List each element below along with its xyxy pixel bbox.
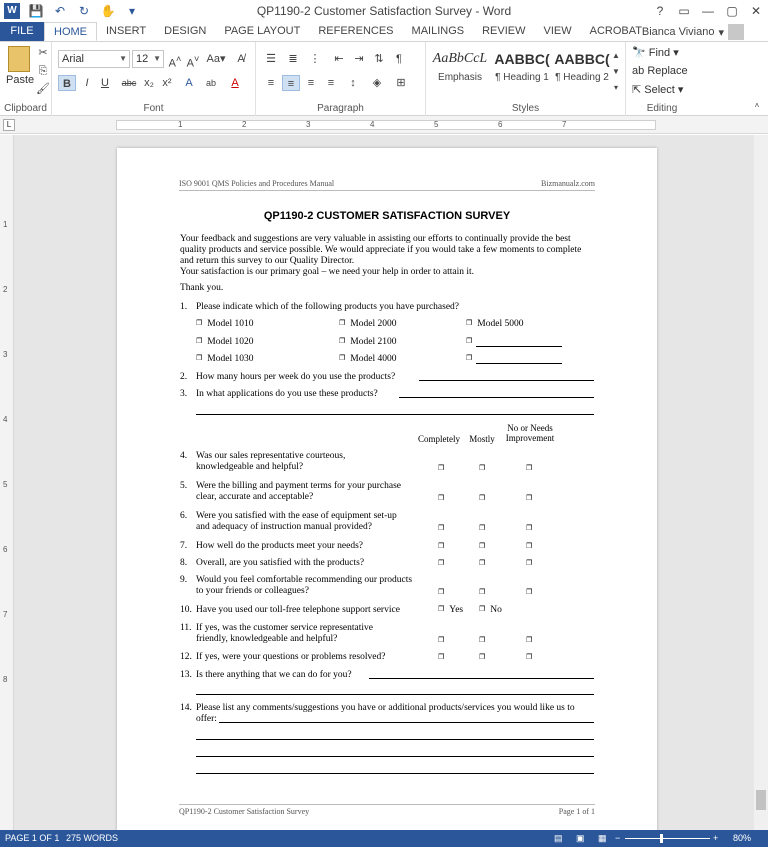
checkbox-yes[interactable]: ❐ Yes	[438, 605, 463, 616]
zoom-slider-thumb[interactable]	[660, 834, 663, 843]
ruler-mark: 4	[3, 415, 8, 424]
clipboard-label: Clipboard	[4, 103, 47, 114]
underline-icon[interactable]: U	[101, 77, 109, 89]
question-6	[196, 511, 397, 533]
bullets-icon[interactable]: ☰	[266, 53, 276, 65]
header-left: ISO 9001 QMS Policies and Procedures Manual	[179, 179, 335, 188]
paste-icon[interactable]	[8, 46, 30, 72]
checkbox-no-needs[interactable]: ❐	[526, 653, 533, 661]
customize-qat-icon[interactable]: ▾	[128, 4, 136, 18]
maximize-button[interactable]: ▢	[726, 4, 738, 18]
ruler-bar[interactable]	[116, 120, 656, 130]
ruler-mark: 4	[370, 120, 375, 129]
checkbox-no-needs[interactable]: ❐	[526, 524, 533, 532]
checkbox-no-needs[interactable]: ❐	[526, 464, 533, 472]
question-11-line1: If yes, was the customer service representative	[196, 623, 373, 633]
question-14-line1: Please list any comments/suggestions you have or additional products/services you would like us to	[196, 703, 575, 713]
question-6-line2: and adequacy of instruction manual provided?	[196, 522, 372, 532]
answer-line[interactable]	[196, 756, 594, 757]
select-label: Select	[644, 84, 675, 96]
ruler-mark: 2	[3, 285, 8, 294]
copy-icon[interactable]: ⎘	[38, 65, 48, 77]
tab-home[interactable]: HOME	[44, 22, 97, 41]
tab-view[interactable]: VIEW	[543, 25, 572, 37]
question-14-line2: offer:	[196, 714, 217, 724]
checkbox-no-needs[interactable]: ❐	[526, 542, 533, 550]
question-8: Overall, are you satisfied with the products?	[196, 558, 365, 568]
zoom-slider[interactable]	[625, 838, 710, 839]
question-number: 6.	[180, 511, 188, 521]
answer-line[interactable]	[369, 678, 594, 679]
ruler-mark: 5	[3, 480, 8, 489]
sort-icon[interactable]: ⇅	[374, 53, 384, 65]
web-layout-icon[interactable]: ▦	[598, 833, 607, 843]
ruler-mark: 8	[3, 675, 8, 684]
strikethrough-icon[interactable]: abc	[121, 78, 137, 88]
ruler-mark: 5	[434, 120, 439, 129]
font-size-field[interactable]	[132, 50, 164, 68]
redo-icon[interactable]: ↻	[78, 4, 90, 18]
tab-page-layout[interactable]: PAGE LAYOUT	[224, 25, 301, 37]
ribbon-display-button[interactable]: ▭	[678, 4, 690, 18]
cut-icon[interactable]: ✂	[38, 47, 48, 59]
undo-icon[interactable]: ↶	[54, 4, 66, 18]
question-12: If yes, were your questions or problems resolved?	[196, 652, 386, 662]
binoculars-icon: 🔭	[632, 47, 646, 59]
question-number: 13.	[180, 670, 192, 680]
window-title: QP1190-2 Customer Satisfaction Survey - Word	[256, 4, 512, 18]
replace-label: Replace	[647, 65, 688, 77]
close-button[interactable]: ✕	[750, 4, 762, 18]
tab-review[interactable]: REVIEW	[482, 25, 526, 37]
chevron-down-icon[interactable]: ▾	[718, 26, 724, 39]
question-5	[196, 481, 401, 503]
checkbox-mostly[interactable]: ❐	[479, 559, 486, 567]
question-11-line2: friendly, knowledgeable and helpful?	[196, 634, 338, 644]
styles-more-icon[interactable]: ▾	[613, 83, 618, 92]
ruler-mark: 7	[3, 610, 8, 619]
column-mostly: Mostly	[469, 434, 495, 444]
answer-line[interactable]	[196, 694, 594, 695]
borders-icon[interactable]: ⊞	[396, 77, 406, 89]
ruler-mark: 6	[3, 545, 8, 554]
style-heading-1[interactable]	[492, 46, 552, 94]
question-5-line1: Were the billing and payment terms for your purchase	[196, 481, 402, 491]
answer-line[interactable]	[419, 380, 594, 381]
style-name: ¶ Heading 2	[555, 72, 609, 83]
question-10: Have you used our toll-free telephone support service	[196, 605, 400, 615]
window-controls	[648, 0, 768, 22]
touch-mode-icon[interactable]: ✋	[100, 4, 116, 18]
italic-icon[interactable]: I	[85, 77, 89, 89]
show-marks-icon[interactable]: ¶	[396, 53, 402, 65]
style-name: Emphasis	[438, 72, 482, 83]
question-9	[196, 575, 412, 597]
change-case-icon[interactable]: Aa▾	[206, 53, 226, 65]
checkbox-mostly[interactable]: ❐	[479, 542, 486, 550]
tab-mailings[interactable]: MAILINGS	[411, 25, 465, 37]
checkbox-completely[interactable]: ❐	[438, 494, 445, 502]
ruler-mark: 3	[3, 350, 8, 359]
cursor-icon: ⇱	[632, 84, 642, 96]
question-13: Is there anything that we can do for you?	[196, 670, 352, 680]
increase-indent-icon[interactable]: ⇥	[354, 53, 364, 65]
question-number: 9.	[180, 575, 188, 585]
header-right: Bizmanualz.com	[541, 179, 595, 188]
other-model-line[interactable]	[476, 346, 562, 347]
checkbox-mostly[interactable]: ❐	[479, 588, 486, 596]
question-number: 12.	[180, 652, 192, 662]
word-count[interactable]: 275 WORDS	[66, 833, 119, 843]
vertical-scrollbar[interactable]	[754, 135, 768, 830]
checkbox-completely[interactable]: ❐	[438, 636, 445, 644]
question-7: How well do the products meet your needs?	[196, 541, 363, 551]
paste-button[interactable]: Paste	[6, 74, 35, 86]
footer-left: QP1190-2 Customer Satisfaction Survey	[179, 807, 310, 816]
page-count[interactable]: PAGE 1 OF 1	[5, 833, 60, 843]
checkbox-mostly[interactable]: ❐	[479, 494, 486, 502]
font-color-icon[interactable]: A	[231, 77, 239, 89]
find-button[interactable]: 🔭 Find ▾	[632, 47, 679, 59]
checkbox-no-needs[interactable]: ❐	[526, 636, 533, 644]
page-header	[179, 179, 595, 191]
question-number: 14.	[180, 703, 192, 713]
styles-group	[426, 42, 626, 116]
checkbox-model-4000[interactable]: ❐ Model 4000	[339, 354, 396, 365]
tab-design[interactable]: DESIGN	[164, 25, 207, 37]
answer-line[interactable]	[196, 414, 594, 415]
checkbox-no-needs[interactable]: ❐	[526, 494, 533, 502]
page-footer	[179, 804, 595, 816]
checkbox-no-needs[interactable]: ❐	[526, 559, 533, 567]
paragraph-group	[256, 42, 426, 116]
checkbox-completely[interactable]: ❐	[438, 524, 445, 532]
intro-paragraph	[180, 234, 590, 278]
checkbox-no-needs[interactable]: ❐	[526, 588, 533, 596]
question-number: 11.	[180, 623, 192, 633]
align-center-icon[interactable]: ≡	[282, 75, 300, 91]
numbering-icon[interactable]: ≣	[288, 53, 298, 65]
paragraph-label: Paragraph	[317, 103, 364, 114]
checkbox-model-5000[interactable]: ❐ Model 5000	[466, 319, 523, 330]
user-name[interactable]: Bianca Viviano	[641, 26, 715, 38]
superscript-icon[interactable]: x²	[162, 77, 172, 89]
checkbox-completely[interactable]: ❐	[438, 542, 445, 550]
checkbox-mostly[interactable]: ❐	[479, 464, 486, 472]
thanks-text: Thank you.	[180, 283, 224, 293]
editing-group	[626, 42, 698, 116]
styles-scroll-up-icon[interactable]: ▲	[612, 51, 620, 60]
checkbox-no[interactable]: ❐ No	[479, 605, 502, 616]
ruler-mark: 3	[306, 120, 311, 129]
ribbon-tabs	[0, 22, 768, 42]
ruler-mark: 1	[3, 220, 8, 229]
user-account[interactable]	[642, 24, 744, 40]
status-bar	[0, 830, 768, 847]
title-bar	[0, 0, 768, 22]
replace-button[interactable]	[632, 65, 688, 77]
editing-label: Editing	[646, 103, 678, 114]
question-4-line2: knowledgeable and helpful?	[196, 462, 304, 472]
save-icon[interactable]: 💾	[28, 4, 44, 18]
font-name-field[interactable]	[58, 50, 130, 68]
column-no-needs	[500, 423, 560, 443]
tab-insert[interactable]: INSERT	[106, 25, 147, 37]
checkbox-completely[interactable]: ❐	[438, 559, 445, 567]
line-spacing-icon[interactable]: ↕	[350, 77, 356, 89]
column-no-needs-line1: No or Needs	[507, 423, 553, 433]
question-1: Please indicate which of the following products you have purchased?	[196, 302, 460, 312]
replace-icon: ab	[632, 65, 645, 77]
footer-right: Page 1 of 1	[558, 807, 595, 816]
checkbox-completely[interactable]: ❐	[438, 588, 445, 596]
intro-text-2: Your satisfaction is our primary goal – we need your help in order to attain it.	[180, 267, 474, 277]
document-title: QP1190-2 CUSTOMER SATISFACTION SURVEY	[263, 210, 511, 222]
style-emphasis[interactable]	[430, 46, 490, 94]
print-layout-icon[interactable]: ▣	[576, 833, 585, 843]
question-9-line1: Would you feel comfortable recommending our products	[196, 575, 413, 585]
font-size-value: 12	[136, 53, 149, 65]
highlight-icon[interactable]: ab	[205, 78, 216, 88]
justify-icon[interactable]: ≡	[327, 77, 335, 89]
read-mode-icon[interactable]: ▤	[554, 833, 563, 843]
help-button[interactable]: ?	[656, 4, 664, 18]
format-painter-icon[interactable]: 🖌	[36, 83, 50, 95]
align-left-icon[interactable]: ≡	[267, 77, 275, 89]
scrollbar-thumb[interactable]	[756, 790, 766, 810]
shading-icon[interactable]: ◈	[372, 77, 382, 89]
vertical-ruler[interactable]	[0, 135, 14, 830]
clear-formatting-icon[interactable]: A̸	[237, 53, 245, 65]
question-number: 10.	[180, 605, 192, 615]
select-button[interactable]: ⇱ Select ▾	[632, 84, 684, 96]
align-right-icon[interactable]: ≡	[307, 77, 315, 89]
chevron-down-icon: ▼	[153, 54, 161, 63]
grow-font-icon[interactable]: A˄	[168, 54, 182, 70]
column-no-needs-line2: Improvement	[505, 433, 555, 443]
checkbox-model-2100[interactable]: ❐ Model 2100	[339, 337, 396, 348]
question-4-line1: Was our sales representative courteous,	[196, 451, 346, 461]
style-heading-2[interactable]	[552, 46, 612, 94]
question-6-line1: Were you satisfied with the ease of equipment set-up	[196, 511, 397, 521]
question-3: In what applications do you use these products?	[196, 389, 378, 399]
tab-file[interactable]: FILE	[0, 22, 44, 41]
style-name: ¶ Heading 1	[495, 72, 549, 83]
ruler-mark: 7	[562, 120, 567, 129]
find-label: Find	[648, 47, 671, 59]
ribbon-home	[0, 42, 768, 116]
checkbox-mostly[interactable]: ❐	[479, 636, 486, 644]
question-number: 7.	[180, 541, 188, 551]
question-5-line2: clear, accurate and acceptable?	[196, 492, 314, 502]
intro-text: Your feedback and suggestions are very valuable in assisting our efforts to continually provide the best quality products and service possible. We would appreciate if you would take a few moments to complete and return this survey to our Quality Director.	[180, 234, 582, 266]
decrease-indent-icon[interactable]: ⇤	[334, 53, 344, 65]
checkbox-model-1010[interactable]: ❐ Model 1010	[196, 319, 253, 330]
question-number: 4.	[180, 451, 188, 461]
question-number: 8.	[180, 558, 188, 568]
answer-line[interactable]	[196, 739, 594, 740]
multilevel-list-icon[interactable]: ⋮	[309, 53, 321, 65]
zoom-level[interactable]: 80%	[733, 833, 752, 843]
ruler-mark: 6	[498, 120, 503, 129]
shrink-font-icon[interactable]: A˅	[186, 54, 200, 70]
font-group	[52, 42, 256, 116]
question-number: 5.	[180, 481, 188, 491]
other-model-line[interactable]	[476, 363, 562, 364]
checkbox-model-1020[interactable]: ❐ Model 1020	[196, 337, 253, 348]
clipboard-group	[0, 42, 52, 116]
style-preview: AABBC(	[494, 51, 550, 67]
styles-label: Styles	[511, 103, 540, 114]
checkbox-model-2000[interactable]: ❐ Model 2000	[339, 319, 396, 330]
question-4	[196, 451, 345, 473]
question-number: 1.	[180, 302, 188, 312]
zoom-out-icon[interactable]: −	[615, 833, 621, 843]
horizontal-ruler[interactable]	[0, 116, 768, 134]
question-number: 2.	[180, 372, 188, 382]
avatar[interactable]	[728, 24, 744, 40]
question-11	[196, 623, 373, 645]
question-number: 3.	[180, 389, 188, 399]
text-effects-icon[interactable]: A	[185, 77, 193, 89]
checkbox-mostly[interactable]: ❐	[479, 524, 486, 532]
collapse-ribbon-icon[interactable]: ˄	[754, 101, 760, 110]
answer-line[interactable]	[196, 773, 594, 774]
minimize-button[interactable]: —	[702, 4, 714, 18]
style-preview: AABBC(	[554, 51, 610, 67]
column-completely: Completely	[418, 434, 460, 444]
answer-line[interactable]	[399, 397, 594, 398]
font-label: Font	[143, 103, 164, 114]
chevron-down-icon: ▼	[119, 54, 127, 63]
question-2: How many hours per week do you use the products?	[196, 372, 396, 382]
checkbox-completely[interactable]: ❐	[438, 464, 445, 472]
zoom-in-icon[interactable]: +	[713, 833, 719, 843]
ruler-mark: 2	[242, 120, 247, 129]
question-9-line2: to your friends or colleagues?	[196, 586, 309, 596]
ruler-mark: 1	[178, 120, 183, 129]
style-preview: AaBbCcL	[432, 51, 488, 66]
tab-selector[interactable]: L	[3, 119, 15, 131]
subscript-icon[interactable]: x₂	[144, 77, 154, 89]
tab-references[interactable]: REFERENCES	[318, 25, 394, 37]
word-logo-icon: W	[4, 3, 20, 19]
checkbox-mostly[interactable]: ❐	[479, 653, 486, 661]
styles-scroll-down-icon[interactable]: ▼	[612, 67, 620, 76]
document-page[interactable]	[117, 148, 657, 838]
checkbox-model-1030[interactable]: ❐ Model 1030	[196, 354, 253, 365]
bold-icon[interactable]: B	[58, 75, 76, 91]
answer-line[interactable]	[219, 722, 594, 723]
font-name-value: Arial	[62, 53, 85, 65]
tab-acrobat[interactable]: ACROBAT	[589, 25, 642, 37]
checkbox-completely[interactable]: ❐	[438, 653, 445, 661]
